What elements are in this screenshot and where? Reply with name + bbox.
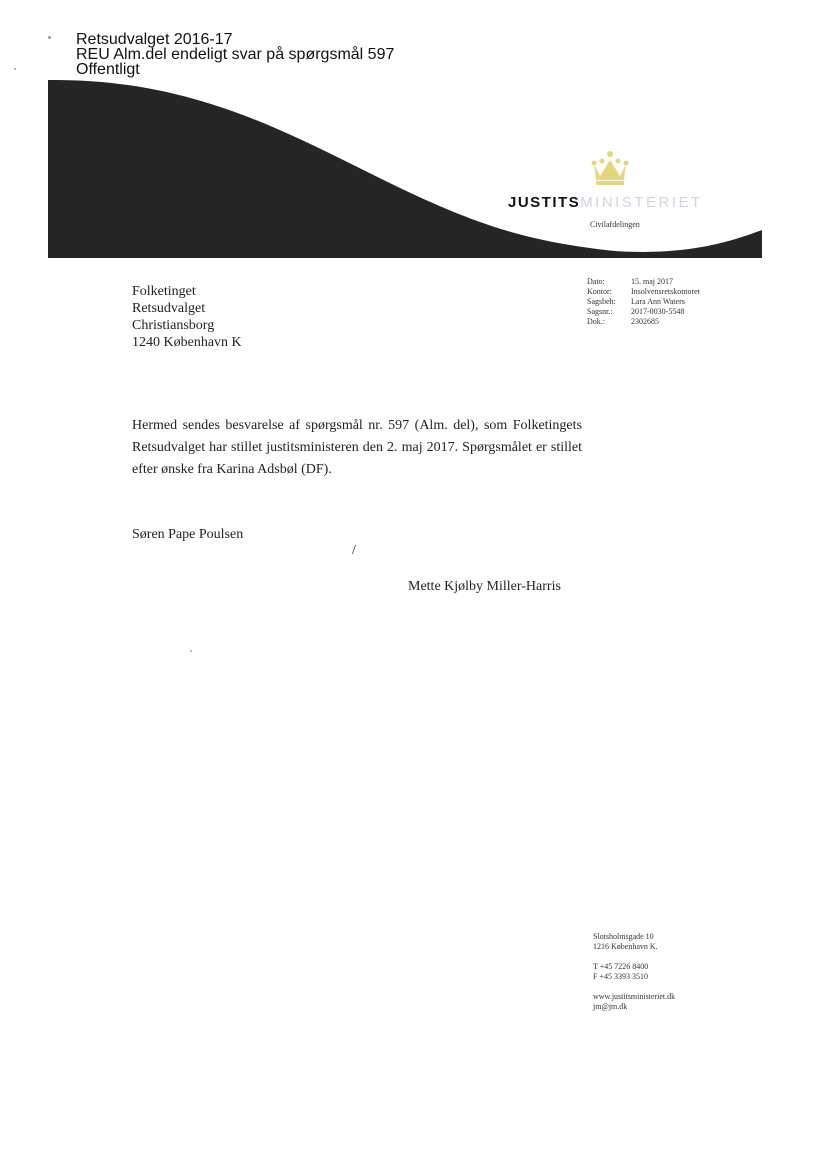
footer-email: jm@jm.dk <box>593 1002 628 1011</box>
letter-metadata <box>587 277 700 327</box>
stamp-reference: REU Alm.del endeligt svar på spørgsmål 597 <box>76 46 395 63</box>
meta-row-office <box>587 287 700 297</box>
footer-city: 1216 København K. <box>593 942 658 951</box>
footer-website: www.justitsministeriet.dk <box>593 992 676 1001</box>
recipient-line: 1240 København K <box>132 335 242 350</box>
recipient-line: Retsudvalget <box>132 301 206 316</box>
meta-row-case-number <box>587 307 700 317</box>
logo-justits: JUSTITS <box>508 194 581 211</box>
meta-value: Lara Ann Waters <box>631 297 685 306</box>
meta-row-document <box>587 317 700 327</box>
meta-label: Dok.: <box>587 317 605 326</box>
stamp-committee: Retsudvalget 2016-17 <box>76 31 233 48</box>
letter-body: Hermed sendes besvarelse af spørgsmål nr. 597 (Alm. del), som Folketingets Retsudvalget har stillet justitsministeren den 2. maj 2017. Spørgsmålet er stillet efter ønske fra Karina Adsbøl (DF). <box>132 418 582 477</box>
meta-label: Dato: <box>587 277 605 286</box>
recipient-address <box>132 283 242 351</box>
signature-slash: / <box>352 543 356 558</box>
crown-icon <box>591 150 629 186</box>
signer-minister: Søren Pape Poulsen <box>132 527 244 542</box>
logo-ministeriet: MINISTERIET <box>580 194 703 211</box>
recipient-line: Folketinget <box>132 284 196 299</box>
meta-row-caseworker <box>587 297 700 307</box>
meta-value: Insolvensretskontoret <box>631 287 700 296</box>
logo-wordmark <box>508 194 703 211</box>
meta-label: Sagsnr.: <box>587 307 613 316</box>
meta-value: 2017-0030-5548 <box>631 307 685 316</box>
scan-speck <box>190 650 192 652</box>
footer-phone: T +45 7226 8400 <box>593 962 649 971</box>
letterhead-wave <box>0 0 828 270</box>
meta-label: Kontor: <box>587 287 612 296</box>
meta-value: 2302685 <box>631 317 659 326</box>
footer-fax: F +45 3393 3510 <box>593 972 648 981</box>
stamp-status: Offentligt <box>76 61 140 78</box>
contact-footer <box>593 932 675 1012</box>
department-name: Civilafdelingen <box>590 220 640 229</box>
recipient-line: Christiansborg <box>132 318 215 333</box>
meta-row-date <box>587 277 700 287</box>
meta-label: Sagsbeh: <box>587 297 616 306</box>
footer-address: Slotsholmsgade 10 <box>593 932 654 941</box>
meta-value: 15. maj 2017 <box>631 277 673 286</box>
signer-official: Mette Kjølby Miller-Harris <box>408 579 561 594</box>
